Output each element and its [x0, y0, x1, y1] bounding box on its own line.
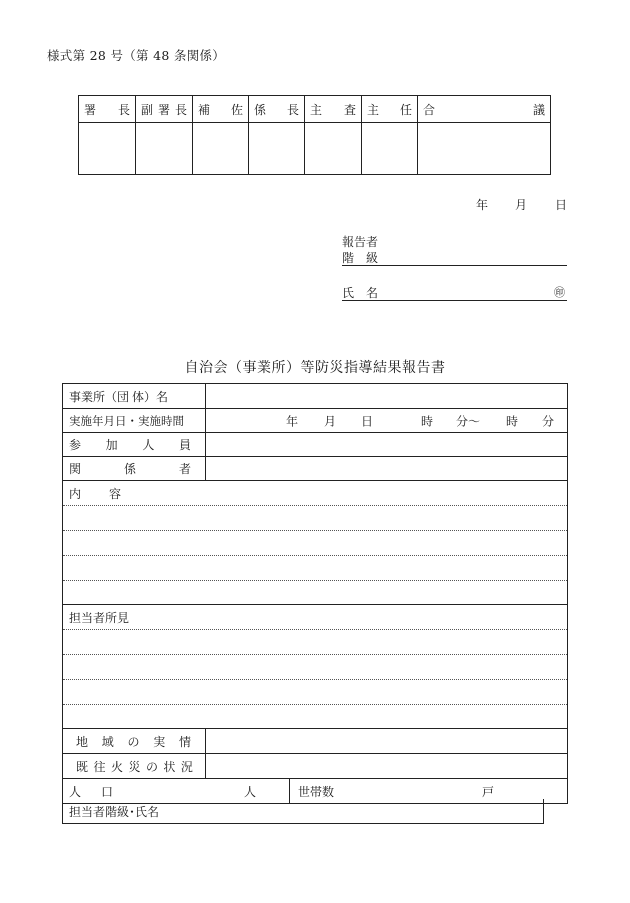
contents-line[interactable] — [63, 581, 567, 605]
reporter-rank-field[interactable] — [342, 249, 567, 266]
population-label: 人 口 — [69, 785, 114, 799]
approval-col-assistant — [193, 96, 249, 174]
reporter-label: 報告者 — [342, 235, 379, 249]
unit-month: 月 — [324, 414, 337, 428]
opinion-line[interactable] — [63, 705, 567, 729]
approval-header: 補 佐 — [198, 102, 243, 117]
staff-rank-name-label: 担当者階級･氏名 — [69, 804, 160, 819]
opinion-line[interactable] — [63, 680, 567, 705]
contents-line[interactable] — [63, 481, 567, 506]
name-label-char: 氏 — [342, 286, 355, 300]
unit-hour: 時 — [421, 414, 434, 428]
approval-col-officer — [362, 96, 418, 174]
stamp-cell[interactable] — [79, 123, 135, 175]
stamp-cell[interactable] — [362, 123, 417, 175]
past-fire-field[interactable] — [206, 754, 567, 778]
households-label: 世帯数 — [298, 785, 335, 799]
office-name-label: 事業所（団 体）名 — [63, 384, 206, 408]
date-time-label: 実施年月日・実施時間 — [63, 409, 206, 432]
stamp-cell[interactable] — [193, 123, 248, 175]
approval-col-section-head — [249, 96, 305, 174]
row-local-situation — [63, 729, 567, 754]
contents-line[interactable] — [63, 556, 567, 581]
unit-year: 年 — [286, 414, 299, 428]
opinion-line[interactable] — [63, 605, 567, 630]
seal-mark: ㊞ — [554, 286, 565, 299]
staff-opinion-label: 担当者所見 — [69, 611, 130, 625]
approval-stamp-table — [78, 95, 551, 175]
stamp-cell[interactable] — [418, 123, 550, 175]
office-name-field[interactable] — [206, 384, 567, 408]
row-office-name — [63, 384, 567, 409]
opinion-line[interactable] — [63, 655, 567, 680]
contents-label: 内 容 — [69, 487, 122, 501]
row-date-time — [63, 409, 567, 433]
rank-label-char: 階 — [342, 251, 355, 265]
reporter-name-field[interactable] — [342, 284, 567, 301]
date-year-label: 年 — [476, 198, 489, 212]
participants-label: 参 加 人 員 — [63, 433, 206, 456]
participants-field[interactable] — [206, 433, 567, 456]
unit-hour-end: 時 — [506, 414, 519, 428]
staff-rank-name-field[interactable] — [62, 799, 544, 824]
row-past-fire — [63, 754, 567, 779]
approval-col-inspector — [305, 96, 362, 174]
related-label: 関 係 者 — [63, 457, 206, 480]
unit-minute-tilde: 分〜 — [456, 414, 481, 428]
row-participants — [63, 433, 567, 457]
date-month-label: 月 — [515, 198, 528, 212]
stamp-cell[interactable] — [136, 123, 192, 175]
related-field[interactable] — [206, 457, 567, 480]
stamp-cell[interactable] — [305, 123, 361, 175]
row-related — [63, 457, 567, 481]
approval-header: 主 査 — [310, 102, 356, 117]
past-fire-label: 既 往 火 災 の 状 況 — [63, 754, 206, 778]
unit-minute-end: 分 — [542, 414, 555, 428]
approval-header: 合 議 — [423, 102, 545, 117]
name-label-char: 名 — [366, 286, 379, 300]
households-unit: 戸 — [482, 785, 495, 799]
date-day-label: 日 — [555, 198, 568, 212]
report-table — [62, 383, 568, 804]
contents-line[interactable] — [63, 506, 567, 531]
local-situation-label: 地 域 の 実 情 — [63, 729, 206, 753]
stamp-cell[interactable] — [249, 123, 304, 175]
date-time-field[interactable] — [206, 409, 567, 432]
unit-day: 日 — [361, 414, 374, 428]
local-situation-field[interactable] — [206, 729, 567, 753]
approval-header: 係 長 — [254, 102, 299, 117]
approval-col-consultation — [418, 96, 550, 174]
approval-col-deputy-chief — [136, 96, 193, 174]
approval-header: 副 署 長 — [141, 102, 187, 117]
approval-col-chief — [79, 96, 136, 174]
approval-header: 署 長 — [84, 102, 130, 117]
page-title: 自治会（事業所）等防災指導結果報告書 — [184, 360, 446, 376]
rank-label-char: 級 — [366, 251, 379, 265]
approval-header: 主 任 — [367, 102, 412, 117]
population-unit: 人 — [244, 785, 257, 799]
opinion-line[interactable] — [63, 630, 567, 655]
form-number: 様式第 28 号（第 48 条関係） — [47, 48, 226, 63]
contents-line[interactable] — [63, 531, 567, 556]
